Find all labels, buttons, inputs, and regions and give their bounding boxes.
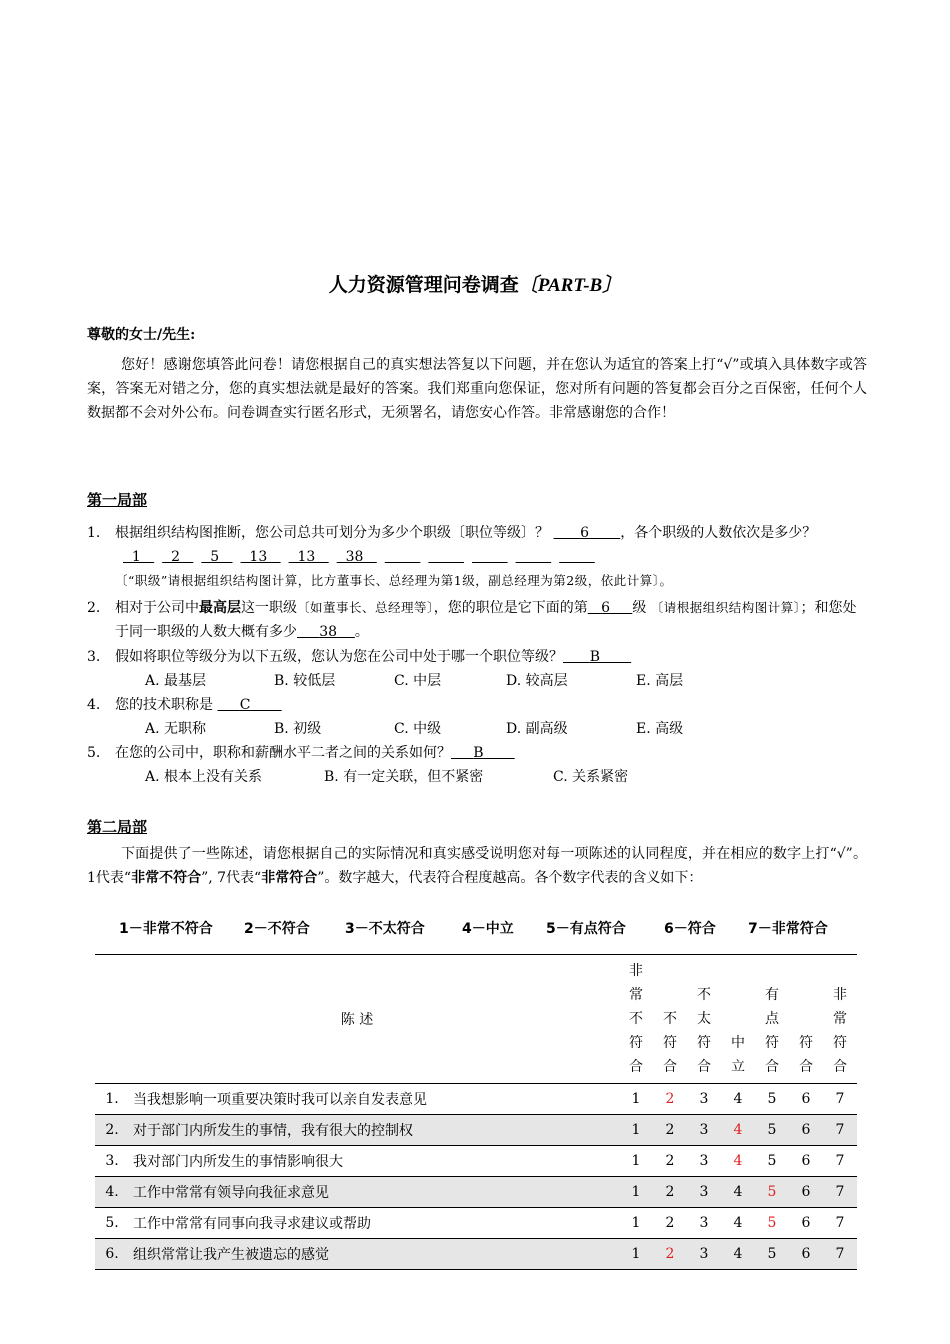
q4-option[interactable]: E. 高级 xyxy=(636,721,684,737)
q1-count-blank[interactable] xyxy=(559,549,595,565)
table-row xyxy=(95,1177,857,1208)
q2-level-answer[interactable] xyxy=(588,600,633,616)
row-statement: 当我想影响一项重要决策时我可以亲自发表意见 xyxy=(133,1092,427,1108)
q2-text-d: 级 xyxy=(632,600,647,616)
scale-option[interactable]: 2 xyxy=(665,1122,675,1138)
scale-option[interactable]: 5 xyxy=(767,1184,777,1200)
q3-answer-value: B xyxy=(589,649,600,665)
table-row xyxy=(95,1208,857,1239)
scale-option[interactable]: 2 xyxy=(665,1153,675,1169)
q1-count-blank[interactable] xyxy=(472,549,508,565)
q2-count-value: 38 xyxy=(319,624,338,640)
scale-option[interactable]: 4 xyxy=(733,1184,743,1200)
scale-option[interactable]: 3 xyxy=(699,1122,709,1138)
scale-option[interactable]: 3 xyxy=(699,1091,709,1107)
scale-option[interactable]: 7 xyxy=(835,1184,845,1200)
q1-text-b: ，各个职级的人数依次是多少？ xyxy=(620,525,817,541)
q2-note1: 〔如董事长、总经理等〕 xyxy=(297,600,434,615)
part1-heading: 第一局部 xyxy=(87,491,148,509)
q3-options xyxy=(145,669,683,693)
part2-bold1: 非常不符合 xyxy=(131,870,202,886)
q4-option[interactable]: D. 副高级 xyxy=(506,721,568,737)
q3-option[interactable]: D. 较高层 xyxy=(506,673,568,689)
q5-option[interactable]: B. 有一定关联，但不紧密 xyxy=(324,769,484,785)
scale-option[interactable]: 3 xyxy=(699,1153,709,1169)
q4-number: 4. xyxy=(87,697,101,713)
survey-table xyxy=(95,954,857,1270)
q2-text-b: 这一职级 xyxy=(241,600,297,616)
row-number: 2. xyxy=(105,1122,119,1138)
q1-note: 〔“职级”请根据组织结构图计算，比方董事长、总经理为第1级，副总经理为第2级，依此计算〕。 xyxy=(115,573,673,588)
scale-header-1: 非 常 不 符 合 xyxy=(629,963,643,1075)
scale-option[interactable]: 2 xyxy=(665,1184,675,1200)
q5-text: 在您的公司中，职称和薪酬水平二者之间的关系如何？ xyxy=(115,745,451,761)
row-statement: 工作中常常有同事向我寻求建议或帮助 xyxy=(133,1216,371,1232)
q3-option[interactable]: A. 最基层 xyxy=(145,673,207,689)
row-statement: 工作中常常有领导向我征求意见 xyxy=(133,1185,329,1201)
part2-intro-a: 下面提供了一些陈述，请您根据自己的实际情况和真实感受说明您对每一项陈述的认同程度，并在相应的数字上打“√”。1代表“ xyxy=(87,846,867,886)
q5-option[interactable]: A. 根本上没有关系 xyxy=(145,769,263,785)
row-statement: 我对部门内所发生的事情影响很大 xyxy=(133,1154,343,1170)
scale-option[interactable]: 1 xyxy=(631,1153,641,1169)
row-number: 3. xyxy=(105,1153,119,1169)
scale-option[interactable]: 7 xyxy=(835,1153,845,1169)
legend-item: 7－非常符合 xyxy=(748,921,828,937)
q1-count-blank[interactable]: 2 xyxy=(162,549,194,565)
scale-option[interactable]: 4 xyxy=(733,1091,743,1107)
legend-item: 6－符合 xyxy=(664,921,716,937)
scale-option[interactable]: 2 xyxy=(665,1246,675,1262)
q5-options xyxy=(145,765,628,789)
q4-text: 您的技术职称是 xyxy=(115,697,213,713)
q4-option[interactable]: A. 无职称 xyxy=(145,721,207,737)
scale-option[interactable]: 5 xyxy=(767,1122,777,1138)
desc-header: 陈 述 xyxy=(340,1012,374,1028)
legend-item: 1－非常不符合 xyxy=(119,921,213,937)
q2-number: 2. xyxy=(87,600,101,616)
scale-option[interactable]: 4 xyxy=(733,1122,743,1138)
scale-legend xyxy=(119,918,828,938)
scale-option[interactable]: 2 xyxy=(665,1215,675,1231)
scale-option[interactable]: 6 xyxy=(801,1091,811,1107)
scale-option[interactable]: 7 xyxy=(835,1122,845,1138)
scale-option[interactable]: 3 xyxy=(699,1246,709,1262)
q1-counts xyxy=(115,549,595,565)
q5-option[interactable]: C. 关系紧密 xyxy=(553,769,629,785)
scale-option[interactable]: 5 xyxy=(767,1215,777,1231)
question-1 xyxy=(87,521,867,593)
row-statement: 组织常常让我产生被遗忘的感觉 xyxy=(133,1247,329,1263)
scale-option[interactable]: 5 xyxy=(767,1091,777,1107)
part2-bold2: 非常符合 xyxy=(261,870,318,886)
q3-number: 3. xyxy=(87,649,101,665)
legend-item: 3－不太符合 xyxy=(345,921,425,937)
table-row xyxy=(95,1239,857,1270)
q2-count-answer[interactable] xyxy=(297,624,355,640)
q3-answer[interactable] xyxy=(563,649,631,665)
scale-option[interactable]: 7 xyxy=(835,1246,845,1262)
part2-intro xyxy=(87,842,867,890)
scale-option[interactable]: 6 xyxy=(801,1153,811,1169)
q4-option[interactable]: B. 初级 xyxy=(274,721,322,737)
q2-text-e: ；和您处于同一职级的人数大概有多少 xyxy=(115,600,857,640)
q1-count-blank[interactable]: 1 xyxy=(123,549,155,565)
scale-option[interactable]: 5 xyxy=(767,1246,777,1262)
intro-paragraph xyxy=(87,353,867,425)
q1-levels-value: 6 xyxy=(580,525,590,541)
scale-option[interactable]: 6 xyxy=(801,1215,811,1231)
q5-answer-value: B xyxy=(473,745,484,761)
q5-number: 5. xyxy=(87,745,101,761)
table-row xyxy=(95,1146,857,1177)
q1-count-blank[interactable] xyxy=(385,549,421,565)
q2-text-f: 。 xyxy=(354,624,369,640)
q3-option[interactable]: E. 高层 xyxy=(636,673,684,689)
scale-option[interactable]: 4 xyxy=(733,1246,743,1262)
q3-text: 假如将职位等级分为以下五级，您认为您在公司中处于哪一个职位等级？ xyxy=(115,649,563,665)
scale-option[interactable]: 1 xyxy=(631,1215,641,1231)
salutation: 尊敬的女士/先生: xyxy=(87,327,196,343)
question-5 xyxy=(87,741,867,765)
scale-option[interactable]: 4 xyxy=(733,1153,743,1169)
title-text: 人力资源管理问卷调查 xyxy=(328,274,519,296)
scale-option[interactable]: 1 xyxy=(631,1122,641,1138)
part2-heading: 第二局部 xyxy=(87,818,148,836)
page-title xyxy=(0,270,950,297)
q4-answer-value: C xyxy=(239,697,251,713)
scale-option[interactable]: 3 xyxy=(699,1215,709,1231)
scale-option[interactable]: 6 xyxy=(801,1184,811,1200)
scale-option[interactable]: 6 xyxy=(801,1122,811,1138)
q1-text-a: 根据组织结构图推断，您公司总共可划分为多少个职级〔职位等级〕？ xyxy=(115,525,549,541)
row-number: 4. xyxy=(105,1184,119,1200)
q1-count-blank[interactable]: 5 xyxy=(201,549,233,565)
scale-header-3: 不 太 符 合 xyxy=(697,987,711,1075)
scale-header-7: 非 常 符 合 xyxy=(833,987,847,1075)
legend-item: 2－不符合 xyxy=(244,921,310,937)
question-3 xyxy=(87,645,867,669)
q1-count-blank[interactable] xyxy=(428,549,464,565)
scale-option[interactable]: 6 xyxy=(801,1246,811,1262)
title-suffix: 〔PART-B〕 xyxy=(518,275,622,296)
row-number: 1. xyxy=(105,1091,119,1107)
q1-count-blank[interactable]: 13 xyxy=(288,549,329,565)
part2-intro-c: ”。数字越大，代表符合程度越高。各个数字代表的含义如下： xyxy=(317,870,703,886)
table-header-row xyxy=(95,955,857,1084)
q3-option[interactable]: C. 中层 xyxy=(394,673,442,689)
question-4 xyxy=(87,693,867,717)
q1-number: 1. xyxy=(87,525,101,541)
table-row xyxy=(95,1084,857,1115)
q3-option[interactable]: B. 较低层 xyxy=(274,673,336,689)
q5-answer[interactable] xyxy=(451,745,515,761)
scale-option[interactable]: 1 xyxy=(631,1246,641,1262)
legend-item: 5－有点符合 xyxy=(546,921,626,937)
row-number: 5. xyxy=(105,1215,119,1231)
scale-option[interactable]: 5 xyxy=(767,1153,777,1169)
scale-option[interactable]: 1 xyxy=(631,1184,641,1200)
scale-option[interactable]: 2 xyxy=(665,1091,675,1107)
q2-text-a: 相对于公司中 xyxy=(115,600,199,616)
q1-count-blank[interactable] xyxy=(516,549,552,565)
row-statement: 对于部门内所发生的事情，我有很大的控制权 xyxy=(133,1123,413,1139)
q4-option[interactable]: C. 中级 xyxy=(394,721,442,737)
intro-text: 您好！感谢您填答此问卷！请您根据自己的真实想法答复以下问题，并在您认为适宜的答案上打“√”或填入具体数字或答案，答案无对错之分，您的真实想法就是最好的答案。我们郑重向您保证，您对所有问题的答复都会百分之百保密，任何个人数据都不会对外公布。问卷调查实行匿名形式，无须署名，请您安心作答。非常感谢您的合作！ xyxy=(87,357,867,421)
part2-intro-b: ”, 7代表“ xyxy=(201,870,262,886)
q4-answer[interactable] xyxy=(217,697,281,713)
scale-option[interactable]: 7 xyxy=(835,1215,845,1231)
scale-option[interactable]: 7 xyxy=(835,1091,845,1107)
q1-count-blank[interactable]: 38 xyxy=(336,549,377,565)
row-number: 6. xyxy=(105,1246,119,1262)
q2-level-value: 6 xyxy=(601,600,611,616)
q2-bold: 最高层 xyxy=(199,600,241,616)
scale-header-2: 不 符 合 xyxy=(663,1011,677,1075)
scale-option[interactable]: 1 xyxy=(631,1091,641,1107)
q2-note2: 〔请根据组织结构图计算〕 xyxy=(650,600,801,615)
scale-option[interactable]: 3 xyxy=(699,1184,709,1200)
survey-table-body xyxy=(95,1084,857,1270)
question-2 xyxy=(87,596,867,644)
q4-options xyxy=(145,717,683,741)
scale-header-6: 符 合 xyxy=(799,1035,813,1075)
legend-item: 4－中立 xyxy=(462,921,514,937)
q1-levels-answer[interactable] xyxy=(553,525,620,541)
scale-header-4: 中 立 xyxy=(731,1035,745,1075)
table-row xyxy=(95,1115,857,1146)
q1-count-blank[interactable]: 13 xyxy=(240,549,281,565)
scale-option[interactable]: 4 xyxy=(733,1215,743,1231)
scale-header-5: 有 点 符 合 xyxy=(765,987,779,1075)
q2-text-c: ，您的职位是它下面的第 xyxy=(433,600,588,616)
